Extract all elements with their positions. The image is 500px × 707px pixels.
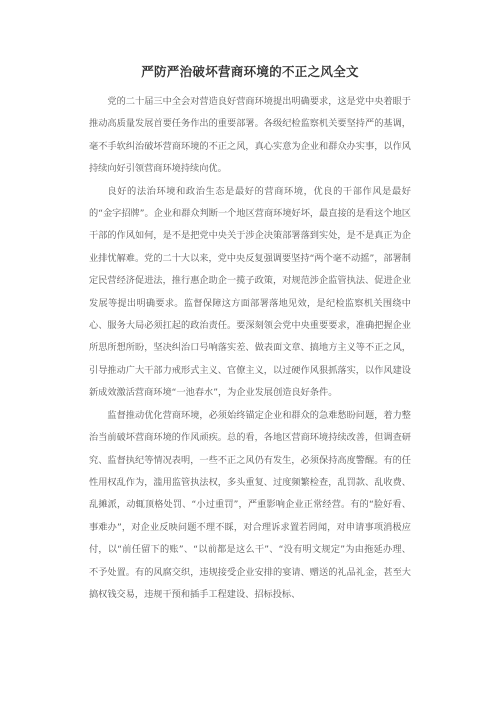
- document-body: [89, 91, 411, 606]
- paragraph-2: 良好的法治环境和政治生态是最好的营商环境，优良的干部作风是最好的“金字招牌”。企业和群众判断一个地区营商环境好坏，最直接的是看这个地区干部的作风如何，是不是把党中央关于涉企决策部署落到实处，是不是真正为企业排忧解难。党的二十大以来，党中央反复强调要坚持“两个毫不动摇”，部署制定民营经济促进法，推行惠企助企一揽子政策，对规范涉企监管执法、促进企业发展等提出明确要求。监督保障这方面部署落地见效，是纪检监察机关围绕中心、服务大局必须扛起的政治责任。要深刻领会党中央重要要求，准确把握企业所思所想所盼，坚决纠治口号响落实差、做表面文章、搞地方主义等不正之风，引导推动广大干部力戒形式主义、官僚主义，以过硬作风狠抓落实，以作风建设新成效激活营商环境“一池春水”，为企业发展创造良好条件。: [89, 185, 411, 399]
- paragraph-3: 监督推动优化营商环境，必须始终锚定企业和群众的急难愁盼问题，着力整治当前破坏营商环境的作风顽疾。总的看，各地区营商环境持续改善，但调查研究、监督执纪等情况表明，一些不正之风仍有发生，必须保持高度警醒。有的任性用权乱作为，滥用监管执法权，多头重复、过度频繁检查，乱罚款、乱收费、乱摊派，动辄顶格处罚、“小过重罚”，严重影响企业正常经营。有的“脸好看、事难办”，对企业反映问题不理不睬，对合理诉求置若罔闻，对申请事项消极应付，以“前任留下的账”、“以前都是这么干”、“没有明文规定”为由拖延办理、不予处置。有的风腐交织，违规接受企业安排的宴请、赠送的礼品礼金，甚至大搞权钱交易，违规干预和插手工程建设、招标投标、: [89, 409, 411, 600]
- paragraph-1: 党的二十届三中全会对营造良好营商环境提出明确要求，这是党中央着眼于推动高质量发展首要任务作出的重要部署。各级纪检监察机关要坚持严的基调，毫不手软纠治破坏营商环境的不正之风，真心实意为企业和群众办实事，以作风持续向好引领营商环境持续向优。: [89, 96, 411, 175]
- page-title: 严防严治破坏营商环境的不正之风全文: [141, 64, 359, 79]
